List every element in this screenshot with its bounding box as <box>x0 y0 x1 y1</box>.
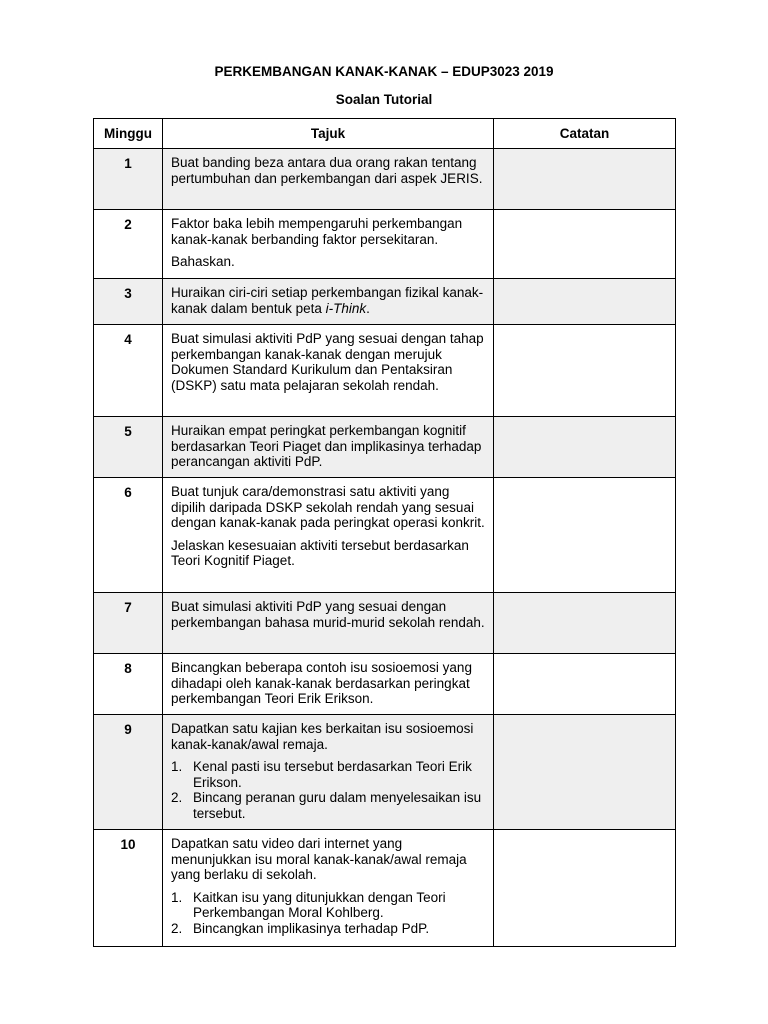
table-row <box>94 210 676 279</box>
task-list-item <box>171 790 485 821</box>
task-list-item <box>171 890 485 921</box>
notes-cell <box>494 210 676 279</box>
week-number: 8 <box>94 654 163 715</box>
topic-cell <box>163 149 494 210</box>
task-list-item <box>171 759 485 790</box>
topic-paragraph: Dapatkan satu video dari internet yang menunjukkan isu moral kanak-kanak/awal remaja yang berlaku di sekolah. <box>171 836 467 882</box>
notes-cell <box>494 279 676 325</box>
topic-paragraph: Buat simulasi aktiviti PdP yang sesuai dengan tahap perkembangan kanak-kanak dengan merujuk Dokumen Standard Kurikulum dan Pentaksiran (DSKP) satu mata pelajaran sekolah rendah. <box>171 331 484 393</box>
header-notes: Catatan <box>494 119 676 149</box>
notes-cell <box>494 149 676 210</box>
table-row <box>94 654 676 715</box>
topic-paragraph: Buat simulasi aktiviti PdP yang sesuai dengan perkembangan bahasa murid-murid sekolah rendah. <box>171 599 485 630</box>
week-number: 1 <box>94 149 163 210</box>
topic-paragraph: Faktor baka lebih mempengaruhi perkembangan kanak-kanak berbanding faktor persekitaran. <box>171 216 463 247</box>
list-text: Kaitkan isu yang ditunjukkan dengan Teori Perkembangan Moral Kohlberg. <box>193 889 446 920</box>
week-number: 9 <box>94 715 163 830</box>
table-row <box>94 715 676 830</box>
notes-cell <box>494 325 676 417</box>
topic-emphasis: i-Think <box>325 300 367 316</box>
topic-paragraph <box>171 285 485 316</box>
week-number: 6 <box>94 478 163 593</box>
topic-cell <box>163 593 494 654</box>
list-marker: 1. <box>171 889 183 905</box>
document-title: PERKEMBANGAN KANAK-KANAK – EDUP3023 2019 <box>214 64 554 79</box>
table-row <box>94 593 676 654</box>
table-row <box>94 279 676 325</box>
table-row <box>94 325 676 417</box>
list-text: Kenal pasti isu tersebut berdasarkan Teori Erik Erikson. <box>193 759 472 790</box>
list-marker: 1. <box>171 759 183 774</box>
header-topic: Tajuk <box>163 119 494 149</box>
topic-cell <box>163 830 494 947</box>
week-number: 2 <box>94 210 163 279</box>
topic-paragraph: Huraikan empat peringkat perkembangan kognitif berdasarkan Teori Piaget dan implikasinya terhadap perancangan aktiviti PdP. <box>171 423 482 469</box>
week-number: 7 <box>94 593 163 654</box>
list-text: Bincang peranan guru dalam menyelesaikan isu tersebut. <box>193 790 482 821</box>
table-row <box>94 830 676 947</box>
week-number: 4 <box>94 325 163 417</box>
list-text: Bincangkan implikasinya terhadap PdP. <box>193 920 430 936</box>
list-marker: 2. <box>171 920 183 936</box>
topic-paragraph: Buat banding beza antara dua orang rakan tentang pertumbuhan dan perkembangan dari aspek JERIS. <box>171 155 483 186</box>
topic-cell <box>163 417 494 478</box>
week-number: 5 <box>94 417 163 478</box>
notes-cell <box>494 715 676 830</box>
table-header-row <box>94 119 676 149</box>
topic-cell <box>163 715 494 830</box>
topic-cell <box>163 478 494 593</box>
week-number: 10 <box>94 830 163 947</box>
topic-paragraph: Bincangkan beberapa contoh isu sosioemosi yang dihadapi oleh kanak-kanak berdasarkan peringkat perkembangan Teori Erik Erikson. <box>171 660 472 706</box>
header-week: Minggu <box>94 119 163 149</box>
notes-cell <box>494 478 676 593</box>
table-row <box>94 478 676 593</box>
week-number: 3 <box>94 279 163 325</box>
document-subtitle: Soalan Tutorial <box>335 92 433 107</box>
notes-cell <box>494 417 676 478</box>
topic-text-tail: . <box>366 300 370 316</box>
topic-cell <box>163 279 494 325</box>
topic-cell <box>163 210 494 279</box>
task-list <box>171 890 485 937</box>
topic-cell <box>163 325 494 417</box>
topic-cell <box>163 654 494 715</box>
task-list-item <box>171 921 485 937</box>
topic-paragraph: Jelaskan kesesuaian aktiviti tersebut berdasarkan Teori Kognitif Piaget. <box>171 537 469 568</box>
notes-cell <box>494 654 676 715</box>
list-marker: 2. <box>171 790 183 805</box>
topic-paragraph: Dapatkan satu kajian kes berkaitan isu sosioemosi kanak-kanak/awal remaja. <box>171 721 474 752</box>
topic-text: Huraikan ciri-ciri setiap perkembangan fizikal kanak-kanak dalam bentuk peta <box>171 285 484 316</box>
topic-paragraph: Bahaskan. <box>171 254 235 269</box>
tutorial-table <box>93 118 676 947</box>
table-row <box>94 149 676 210</box>
task-list <box>171 759 485 821</box>
notes-cell <box>494 830 676 947</box>
table-row <box>94 417 676 478</box>
notes-cell <box>494 593 676 654</box>
topic-paragraph: Buat tunjuk cara/demonstrasi satu aktiviti yang dipilih daripada DSKP sekolah rendah yang sesuai dengan kanak-kanak pada peringkat operasi konkrit. <box>171 484 485 530</box>
